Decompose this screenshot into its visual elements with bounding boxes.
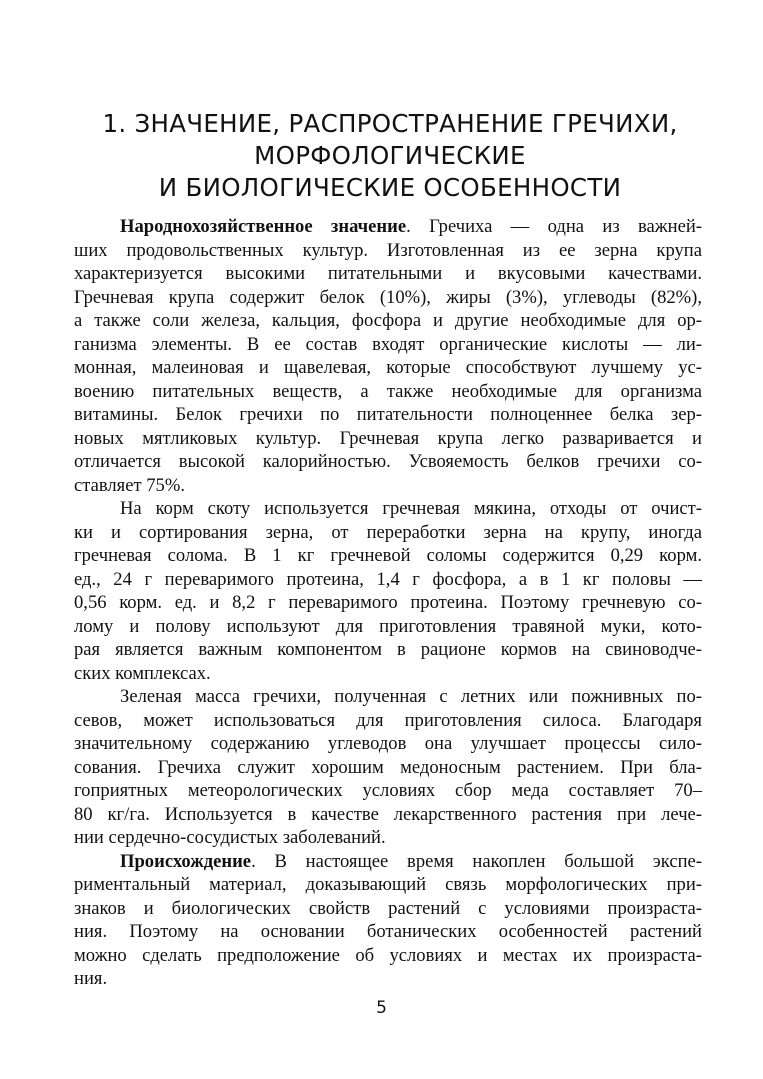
text-line: а также соли железа, кальция, фосфора и другие необходимые для ор- xyxy=(74,310,702,331)
text-line: 80 кг/га. Используется в качестве лекарственного растения при лече- xyxy=(74,803,702,825)
text-line: ставляет 75%. xyxy=(74,474,185,496)
line-text: . В настоящее время накоплен большой экспе- xyxy=(251,850,702,872)
text-line: значительному содержанию углеводов она улучшает процессы сило- xyxy=(74,733,702,754)
text-line: риментальный материал, доказывающий связь морфологических при- xyxy=(74,874,702,895)
text-line: ганизма элементы. В ее состав входят органические кислоты — ли- xyxy=(74,333,702,355)
paragraph xyxy=(74,850,702,991)
page-number: 5 xyxy=(376,998,387,1018)
heading-line: 1. ЗНАЧЕНИЕ, РАСПРОСТРАНЕНИЕ ГРЕЧИХИ, xyxy=(102,109,678,138)
text-line: Гречневая крупа содержит белок (10%), жиры (3%), углеводы (82%), xyxy=(74,286,702,308)
paragraph-lead: Народнохозяйственное значение xyxy=(120,216,407,237)
paragraph-lead: Происхождение xyxy=(120,850,252,872)
text-line: ки и сортирования зерна, от переработки зерна на крупу, иногда xyxy=(74,521,702,543)
text-line xyxy=(74,850,702,874)
text-line: отличается высокой калорийностью. Усвояемость белков гречихи со- xyxy=(74,451,702,472)
text-line: На корм скоту используется гречневая мякина, отходы от очист- xyxy=(120,498,702,519)
paragraph xyxy=(74,215,702,497)
heading-line: И БИОЛОГИЧЕСКИЕ ОСОБЕННОСТИ xyxy=(158,173,622,202)
paragraph xyxy=(74,685,702,850)
text-line: рая является важным компонентом в рационе кормов на свиноводче- xyxy=(74,639,702,660)
body-text xyxy=(74,215,702,991)
text-line: ских комплексах. xyxy=(74,662,211,684)
text-line: знаков и биологических свойств растений с условиями произраста- xyxy=(74,897,702,919)
text-line: можно сделать предположение об условиях и местах их произраста- xyxy=(74,944,702,966)
text-line: новых мятликовых культур. Гречневая крупа легко разваривается и xyxy=(74,427,702,449)
text-line: гоприятных метеорологических условиях сбор меда составляет 70– xyxy=(74,780,702,801)
chapter-heading xyxy=(60,108,720,204)
text-line xyxy=(74,215,702,239)
paragraph xyxy=(74,497,702,685)
text-line: сования. Гречиха служит хорошим медоносным растением. При бла- xyxy=(74,756,702,778)
text-line: воению питательных веществ, а также необходимые для организма xyxy=(74,380,702,402)
text-line: витамины. Белок гречихи по питательности полноценнее белка зер- xyxy=(74,404,702,425)
text-line: ния. xyxy=(74,968,108,989)
text-line: севов, может использоваться для приготовления силоса. Благодаря xyxy=(74,709,702,731)
text-line: монная, малеиновая и щавелевая, которые способствуют лучшему ус- xyxy=(74,357,702,378)
line-text: . Гречиха — одна из важней- xyxy=(406,216,702,237)
text-line: характеризуется высокими питательными и вкусовыми качествами. xyxy=(74,263,702,284)
text-line: 0,56 корм. ед. и 8,2 г переваримого протеина. Поэтому гречневую со- xyxy=(74,592,702,613)
text-line: Зеленая масса гречихи, полученная с летних или пожнивных по- xyxy=(120,686,702,707)
heading-line: МОРФОЛОГИЧЕСКИЕ xyxy=(254,141,526,170)
text-line: лому и полову используют для приготовления травяной муки, кото- xyxy=(74,615,702,637)
text-line: ния. Поэтому на основании ботанических особенностей растений xyxy=(74,921,702,942)
text-line: ших продовольственных культур. Изготовленная из ее зерна крупа xyxy=(74,239,702,261)
text-line: ед., 24 г переваримого протеина, 1,4 г фосфора, а в 1 кг половы — xyxy=(74,568,702,590)
text-line: нии сердечно-сосудистых заболеваний. xyxy=(74,827,386,848)
text-line: гречневая солома. В 1 кг гречневой соломы содержится 0,29 корм. xyxy=(74,545,702,566)
